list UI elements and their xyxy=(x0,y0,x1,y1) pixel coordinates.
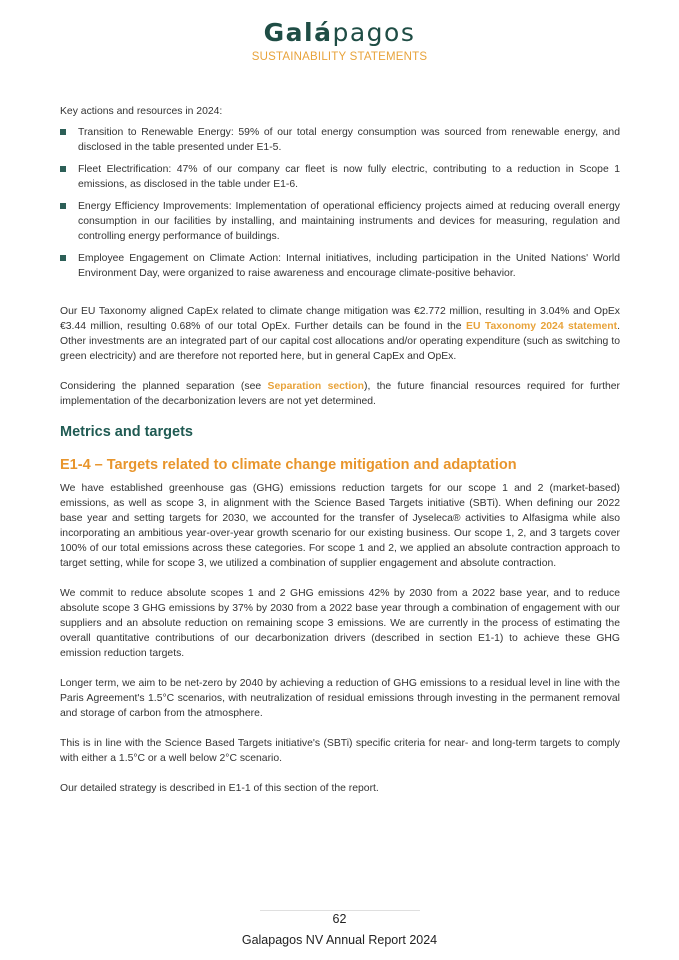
eu-taxonomy-link[interactable]: EU Taxonomy 2024 statement xyxy=(466,321,618,332)
body-paragraph: We commit to reduce absolute scopes 1 and 2 GHG emissions 42% by 2030 from a 2022 base year, and to reduce absolute scope 3 GHG emissions by 37% by 2030 from a 2022 base year through a combination of engagement with our suppliers and an absolute reduction on remaining scope 3 emissions. We are currently in the process of estimating the overall quantitative contributions of our decarbonization drivers (described in section E1-1) to achieve these GHG emission reduction targets. xyxy=(60,588,620,659)
separation-text-before: Considering the planned separation (see xyxy=(60,381,268,392)
page-number: 62 xyxy=(332,912,347,926)
taxonomy-text-before: Our EU Taxonomy aligned CapEx related to climate change mitigation was €2.772 million, resulting in 3.04% and OpEx €3.44 million, resulting 0.68% of our total OpEx. Further details can be found in the xyxy=(60,306,620,332)
page-footer xyxy=(0,910,679,948)
bullet-square-icon xyxy=(60,255,66,261)
report-title: Galapagos NV Annual Report 2024 xyxy=(241,933,438,947)
bullet-square-icon xyxy=(60,129,66,135)
separation-section-link[interactable]: Separation section xyxy=(267,381,364,392)
key-actions-intro: Key actions and resources in 2024: xyxy=(60,106,223,117)
body-paragraph: We have established greenhouse gas (GHG) emissions reduction targets for our scope 1 and 2 (market-based) emissions, as well as scope 3, in alignment with the Science Based Targets initiative (SBTi). When defining our 2022 base year and setting targets for 2030, we accounted for the transfer of Jyseleca® activities to Alfasigma while also incorporating an ambitious year-over-year growth scenario for our existing business. Our scope 1, 2, and 3 targets cover 100% of our total emissions across these categories. For scope 1 and 2, we applied an absolute contraction approach to target setting, while for scope 3, we utilized a combination of supplier engagement and absolute contraction. xyxy=(60,483,620,569)
list-item xyxy=(60,162,620,192)
body-paragraph: Longer term, we aim to be net-zero by 2040 by achieving a reduction of GHG emissions to a residual level in line with the Paris Agreement's 1.5°C scenarios, with neutralization of residual emissions through investing in the permanent removal and storage of carbon from the atmosphere. xyxy=(60,678,620,719)
list-item-text: Fleet Electrification: 47% of our company car fleet is now fully electric, contributing to a reduction in Scope 1 emissions, as disclosed in the table under E1-6. xyxy=(78,164,620,190)
section-tagline: SUSTAINABILITY STATEMENTS xyxy=(251,51,428,63)
key-actions-list xyxy=(60,125,620,281)
list-item xyxy=(60,125,620,155)
page-header xyxy=(0,18,679,63)
logo-bold-part: Galá xyxy=(263,18,333,47)
separation-text-after: ), the future financial resources required for further implementation of the decarbonization levers are not yet determined. xyxy=(60,381,621,407)
taxonomy-text-after: . Other investments are an integrated part of our capital cost allocations and/or operating expenditure (such as switching to green electricity) and are therefore not reported here, but in general CapEx and OpEx. xyxy=(60,321,621,362)
list-item xyxy=(60,199,620,244)
bullet-square-icon xyxy=(60,203,66,209)
separation-paragraph xyxy=(60,379,620,409)
metrics-heading: Metrics and targets xyxy=(60,424,193,440)
body-paragraph: Our detailed strategy is described in E1-1 of this section of the report. xyxy=(60,783,379,794)
galapagos-logo xyxy=(0,18,679,48)
taxonomy-paragraph xyxy=(60,304,620,364)
list-item-text: Transition to Renewable Energy: 59% of our total energy consumption was sourced from renewable energy, and disclosed in the table presented under E1-5. xyxy=(78,127,620,153)
list-item xyxy=(60,251,620,281)
e14-heading: E1-4 – Targets related to climate change mitigation and adaptation xyxy=(60,457,517,473)
list-item-text: Employee Engagement on Climate Action: Internal initiatives, including participation in the United Nations' World Environment Day, were organized to raise awareness and encourage climate-positive behavior. xyxy=(78,253,620,279)
body-paragraph: This is in line with the Science Based Targets initiative's (SBTi) specific criteria for near- and long-term targets to comply with either a 1.5°C or a well below 2°C scenario. xyxy=(60,738,620,764)
page-content xyxy=(60,104,620,796)
bullet-square-icon xyxy=(60,166,66,172)
list-item-text: Energy Efficiency Improvements: Implementation of operational efficiency projects aimed at reducing overall energy consumption in our facilities by installing, and maintaining instruments and devices for measuring, regulation and controlling energy performance of buildings. xyxy=(78,201,620,242)
logo-light-part: pagos xyxy=(332,18,416,47)
